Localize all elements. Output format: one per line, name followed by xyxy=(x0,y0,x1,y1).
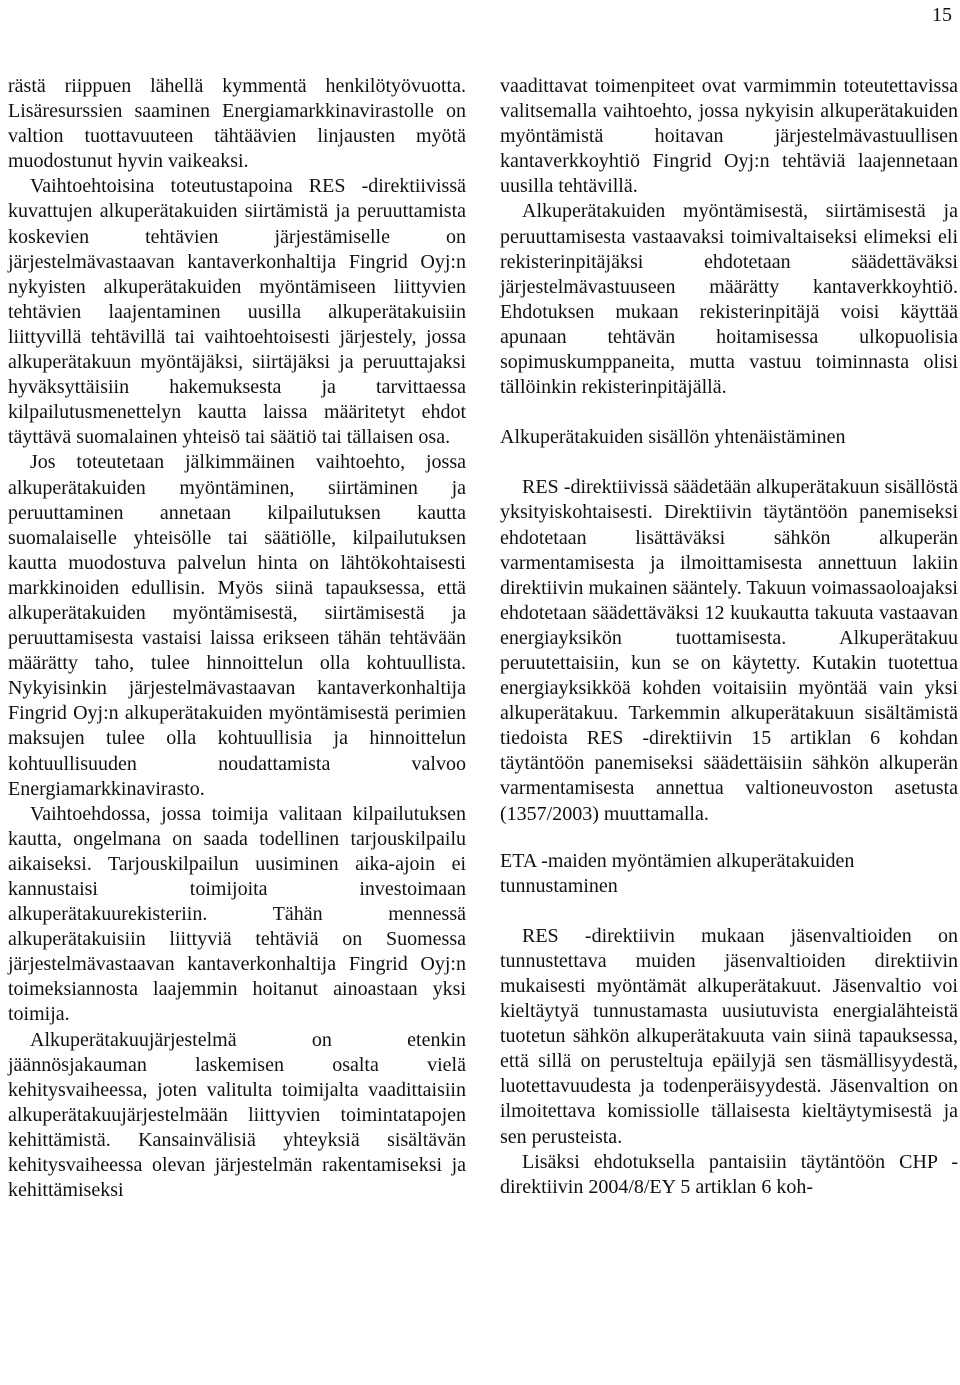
spacer xyxy=(500,899,958,924)
right-paragraph-4: RES -direktiivin mukaan jäsenvaltioiden on tunnustettava muiden jäsenvaltioiden direktiivin mukaisesti myöntämät alkuperätakuut. Jäsenvaltio voi kieltäytyä tunnustamasta uusiutuvista energialähteistä tuotetun sähkön alkuperätakuuta vain siinä tapauksessa, että sillä on perusteltuja epäilyjä sen täsmällisyydestä, luotettavuudesta ja todenperäisyydestä. Jäsenvaltion on ilmoitettava komissiolle tällaisesta kieltäytymisestä ja sen perusteista. xyxy=(500,924,958,1148)
right-paragraph-3: RES -direktiivissä säädetään alkuperätakuun sisällöstä yksityiskohtaisesti. Direktiivin täytäntöön panemiseksi ehdotetaan lisättäväksi sähkön alkuperän varmentamisesta ja ilmoittamisesta annettuun lakiin direktiivin mukainen sääntely. Takuun voimassaoloajaksi ehdotetaan säädettäväksi 12 kuukautta takuuta vastaavan energiayksikön tuottamisesta. Alkuperätakuu peruutettaisiin, kun se on käytetty. Kutakin tuotettua energiayksikköä kohden voitaisiin myöntää vain yksi alkuperätakuu. Tarkemmin alkuperätakuun sisältämistä tiedoista RES -direktiivin 15 artiklan 6 kohdan täytäntöön panemiseksi säädettäisiin sähkön alkuperän varmentamisesta annettua valtioneuvoston asetusta (1357/2003) muuttamalla. xyxy=(500,476,958,825)
spacer xyxy=(500,450,958,475)
right-column xyxy=(500,74,958,1200)
left-paragraph-1: rästä riippuen lähellä kymmentä henkilötyövuotta. Lisäresurssien saaminen Energiamarkkinavirastolle on valtion tuottavuuteen tähtäävien linjausten myötä muodostunut hyvin vaikeaksi. xyxy=(8,75,466,173)
left-paragraph-4: Vaihtoehdossa, jossa toimija valitaan kilpailutuksen kautta, ongelmana on saada todellinen tarjouskilpailu aikaiseksi. Tarjouskilpailun uusiminen aika-ajoin ei kannustaisi toimijoita investoimaan alkuperätakuurekisteriin. Tähän mennessä alkuperätakuisiin liittyviä tehtäviä on Suomessa järjestelmävastaavan kantaverkonhaltija Fingrid Oyj:n toimeksiannosta laajemmin hoitanut ainoastaan yksi toimija. xyxy=(8,802,466,1026)
section-heading-content: Alkuperätakuiden sisällön yhtenäistäminen xyxy=(500,426,846,449)
spacer xyxy=(500,400,958,425)
right-paragraph-5: Lisäksi ehdotuksella pantaisiin täytäntöön CHP -direktiivin 2004/8/EY 5 artiklan 6 koh- xyxy=(500,1150,958,1198)
section-heading-recognition: ETA -maiden myöntämien alkuperätakuiden tunnustaminen xyxy=(500,849,855,897)
left-paragraph-3: Jos toteutetaan jälkimmäinen vaihtoehto, jossa alkuperätakuiden myöntäminen, siirtäminen ja peruuttaminen annetaan kilpailutuksen kautta suomalaiselle yhteisölle tai säätiölle, kilpailutuksen kautta muodostuva palvelun hinta on lähtökohtaisesti markkinoiden edullisin. Myös siinä tapauksessa, että alkuperätakuiden myöntämisestä, siirtämisestä ja peruuttamisesta vastaisi laissa erikseen tähän tehtävään määrätty taho, tulee hinnoittelun olla kohtuullista. Nykyisinkin järjestelmävastaavan kantaverkonhaltija Fingrid Oyj:n alkuperätakuiden myöntämisestä perimien maksujen tulee olla kohtuullisia ja hinnoittelun kohtuullisuuden noudattamista valvoo Energiamarkkinavirasto. xyxy=(8,451,466,800)
right-paragraph-2: Alkuperätakuiden myöntämisestä, siirtämisestä ja peruuttamisesta vastaavaksi toimivaltaiseksi elimeksi eli rekisterinpitäjäksi ehdotetaan säädettäväksi järjestelmävastuuseen määrätty kantaverkkoyhtiö. Ehdotuksen mukaan rekisterinpitäjä voisi käyttää apunaan tehtävän hoitamisessa ulkopuolisia sopimuskumppaneita, mutta vastuu toiminnasta olisi tällöinkin rekisterinpitäjällä. xyxy=(500,200,958,399)
left-paragraph-2: Vaihtoehtoisina toteutustapoina RES -direktiivissä kuvattujen alkuperätakuiden siirtämistä ja peruuttamista koskevien tehtävien järjestämiselle on järjestelmävastaavan kantaverkonhaltija Fingrid Oyj:n nykyisten alkuperätakuiden myöntämiseen liittyvien tehtävien laajentaminen uusilla alkuperätakuisiin liittyvillä tehtävillä tai vaihtoehtoisesti järjestely, jossa alkuperätakuun myöntäjäksi, siirtäjäksi ja peruuttajaksi hyväksyttäisiin hakemuksesta ja tarvittaessa kilpailutusmenettelyn kautta laissa määritetyt ehdot täyttävä suomalainen yhteisö tai säätiö tai tällaisen osa. xyxy=(8,175,466,449)
left-column xyxy=(8,74,466,1203)
right-paragraph-1: vaadittavat toimenpiteet ovat varmimmin toteutettavissa valitsemalla vaihtoehto, jossa nykyisin alkuperätakuiden myöntämistä hoitavan järjestelmävastuullisen kantaverkkoyhtiö Fingrid Oyj:n tehtäviä laajennetaan uusilla tehtävillä. xyxy=(500,75,958,198)
left-paragraph-5: Alkuperätakuujärjestelmä on etenkin jäännösjakauman laskemisen osalta vielä kehitysvaiheessa, joten valitulta toimijalta vaadittaisiin alkuperätakuujärjestelmään liittyvien toimintatapojen kehittämistä. Kansainvälisiä yhteyksiä sisältävän kehitysvaiheessa olevan järjestelmän rakentamiseksi ja kehittämiseksi xyxy=(8,1028,466,1202)
page-number: 15 xyxy=(932,4,952,26)
spacer xyxy=(500,827,958,849)
